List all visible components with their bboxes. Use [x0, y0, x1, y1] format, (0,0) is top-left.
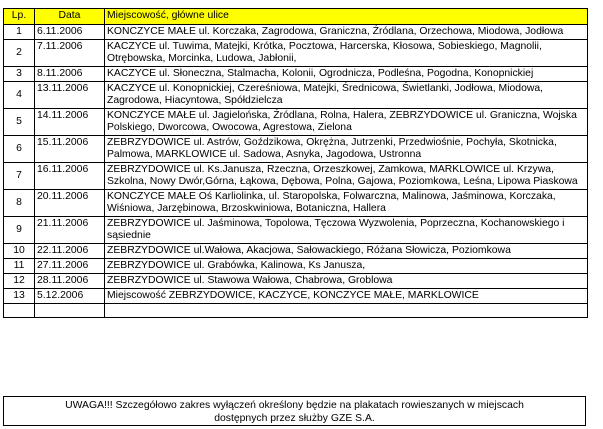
- table-row: [4, 217, 588, 244]
- table-row: [4, 82, 588, 109]
- row-place: KONCZYCE MAŁE ul. Korczaka, Zagrodowa, Graniczna, Źródlana, Orzechowa, Miodowa, Jodłowa: [105, 25, 588, 40]
- table-row: [4, 40, 588, 67]
- header-place: Miejscowość, główne ulice: [105, 9, 588, 25]
- row-place: ZEBRZYDOWICE ul. Ks.Janusza, Rzeczna, Orzeszkowej, Zamkowa, MARKLOWICE ul. Krzywa, Szkolna, Nowy Dwór,Górna, Łąkowa, Dębowa, Polna, Gajowa, Poziomkowa, Leśna, Lipowa Piaskowa: [105, 163, 588, 190]
- row-place: ZEBRZYDOWICE ul. Grabówka, Kalinowa, Ks Janusza,: [105, 259, 588, 274]
- warning-note: [3, 396, 586, 426]
- row-date: 7.11.2006: [35, 40, 105, 67]
- row-date: 28.11.2006: [35, 274, 105, 289]
- row-lp: 11: [4, 259, 35, 274]
- row-lp: 9: [4, 217, 35, 244]
- row-lp: 12: [4, 274, 35, 289]
- table-row: [4, 244, 588, 259]
- row-date: 21.11.2006: [35, 217, 105, 244]
- row-place: KACZYCE ul. Konopnickiej, Czereśniowa, Matejki, Średnicowa, Świetlanki, Jodłowa, Miodowa, Zagrodowa, Hiacyntowa, Spółdzielcza: [105, 82, 588, 109]
- row-lp: 13: [4, 289, 35, 304]
- row-date: 16.11.2006: [35, 163, 105, 190]
- row-date: 6.11.2006: [35, 25, 105, 40]
- row-place: Miejscowość ZEBRZYDOWICE, KACZYCE, KONCZYCE MAŁE, MARKLOWICE: [105, 289, 588, 304]
- row-lp: 1: [4, 25, 35, 40]
- header-date: Data: [35, 9, 105, 25]
- table-row: [4, 289, 588, 304]
- row-date: 14.11.2006: [35, 109, 105, 136]
- row-place: KACZYCE ul. Słoneczna, Stalmacha, Kolonii, Ogrodnicza, Podleśna, Pogodna, Konopnickiej: [105, 67, 588, 82]
- table-row: [4, 274, 588, 289]
- row-date: 15.11.2006: [35, 136, 105, 163]
- row-lp: 8: [4, 190, 35, 217]
- row-lp: 6: [4, 136, 35, 163]
- row-lp: 5: [4, 109, 35, 136]
- row-date: 5.12.2006: [35, 289, 105, 304]
- row-date: 8.11.2006: [35, 67, 105, 82]
- row-place: KONCZYCE MAŁE ul. Jagielońska, Źródlana, Rolna, Halera, ZEBRZYDOWICE ul. Graniczna, Wojska Polskiego, Dworcowa, Owocowa, Agrestowa, Zielona: [105, 109, 588, 136]
- row-place: ZEBRZYDOWICE ul. Stawowa Wałowa, Chabrowa, Groblowa: [105, 274, 588, 289]
- empty-row: [4, 304, 588, 318]
- note-line-2: dostępnych przez służby GZE S.A.: [214, 413, 375, 424]
- table-row: [4, 25, 588, 40]
- row-lp: 2: [4, 40, 35, 67]
- table-row: [4, 67, 588, 82]
- row-place: KONCZYCE MAŁE Oś Karliolinka, ul. Staropolska, Folwarczna, Malinowa, Jaśminowa, Korczaka, Wiśniowa, Jarzębinowa, Brzoskwiniowa, Botaniczna, Hallera: [105, 190, 588, 217]
- table-row: [4, 259, 588, 274]
- empty-cell: [35, 304, 105, 318]
- row-lp: 3: [4, 67, 35, 82]
- row-date: 13.11.2006: [35, 82, 105, 109]
- row-lp: 7: [4, 163, 35, 190]
- empty-cell: [4, 304, 35, 318]
- row-place: KACZYCE ul. Tuwima, Matejki, Krótka, Pocztowa, Harcerska, Kłosowa, Sobieskiego, Magnolii, Otrębowska, Morcinka, Ludowa, Jabłonii,: [105, 40, 588, 67]
- row-lp: 4: [4, 82, 35, 109]
- header-lp: Lp.: [4, 9, 35, 25]
- table-row: [4, 163, 588, 190]
- note-line-1: UWAGA!!! Szczegółowo zakres wyłączeń określony będzie na plakatach rowieszanych w miejscach: [65, 400, 524, 411]
- row-date: 22.11.2006: [35, 244, 105, 259]
- row-place: ZEBRZYDOWICE ul.Wałowa, Akacjowa, Sałowackiego, Różana Słowicza, Poziomkowa: [105, 244, 588, 259]
- row-date: 27.11.2006: [35, 259, 105, 274]
- table-header-row: [4, 9, 588, 25]
- table-row: [4, 190, 588, 217]
- row-lp: 10: [4, 244, 35, 259]
- row-place: ZEBRZYDOWICE ul. Astrów, Goździkowa, Okrężna, Jutrzenki, Przedwiośnie, Pochyła, Skotnicka, Palmowa, MARKLOWICE ul. Sadowa, Asnyka, Jagodowa, Ustronna: [105, 136, 588, 163]
- row-place: ZEBRZYDOWICE ul. Jaśminowa, Topolowa, Tęczowa Wyzwolenia, Poprzeczna, Kochanowskiego i sąsiednie: [105, 217, 588, 244]
- row-date: 20.11.2006: [35, 190, 105, 217]
- empty-cell: [105, 304, 588, 318]
- outage-schedule-table: [3, 8, 588, 318]
- table-row: [4, 136, 588, 163]
- table-row: [4, 109, 588, 136]
